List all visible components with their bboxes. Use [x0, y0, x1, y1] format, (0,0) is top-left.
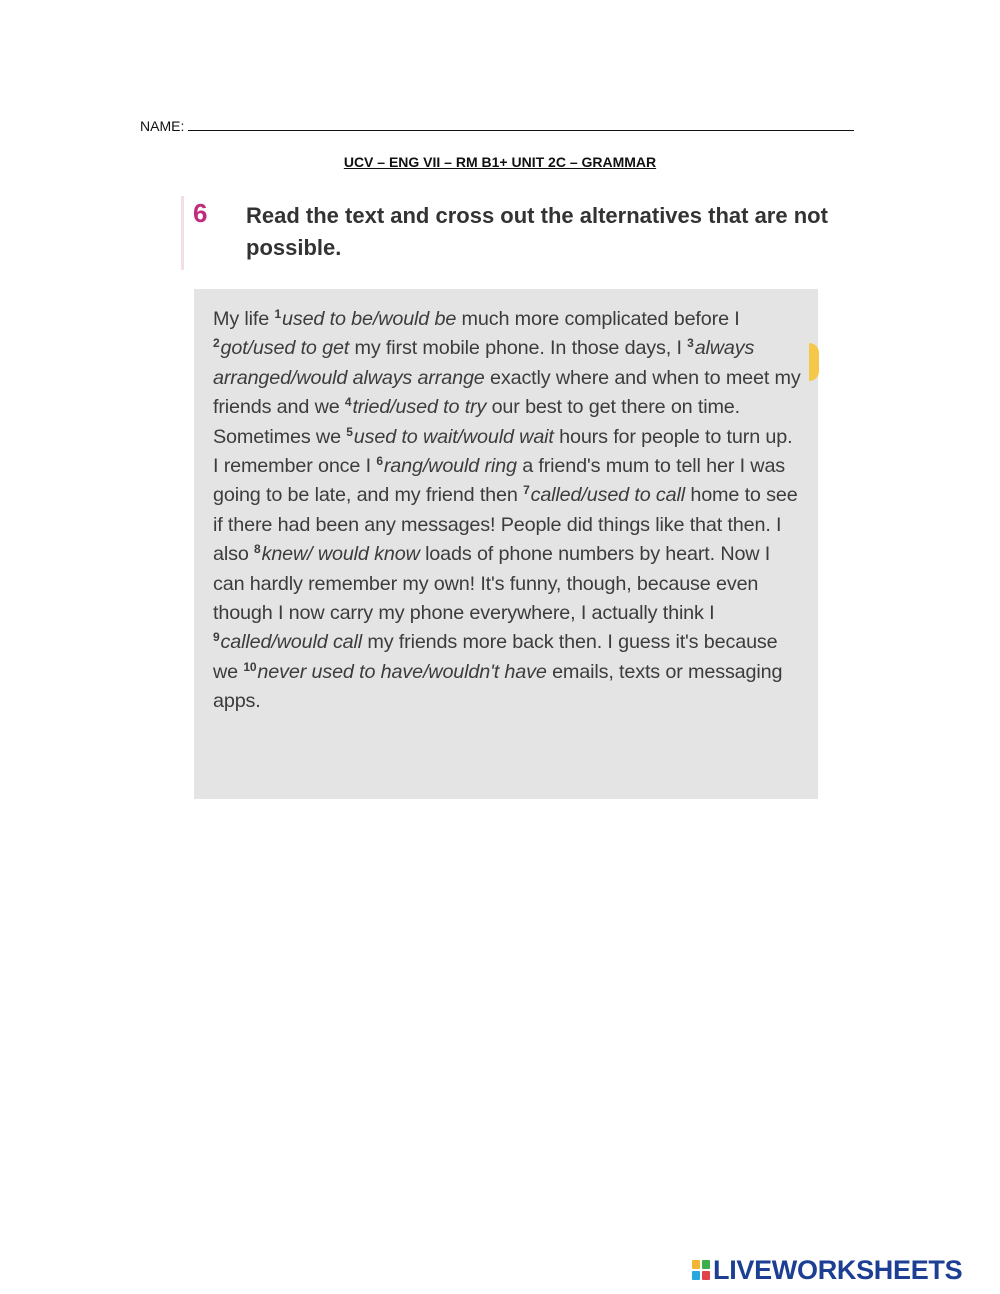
- name-underline: [188, 118, 854, 131]
- text-segment: my friends more back then. I guess it's because we: [213, 631, 778, 683]
- text-segment: emails, texts or messaging apps.: [213, 660, 783, 713]
- gap-number: 9: [213, 630, 220, 645]
- paragraph: [213, 305, 802, 423]
- alternatives-option: used to be/would be: [281, 308, 457, 330]
- text-segment: our best to get there on time.: [486, 396, 740, 419]
- gap-number: 7: [523, 483, 530, 498]
- alternatives-option: called/used to call: [530, 484, 685, 507]
- name-label: NAME:: [140, 118, 185, 134]
- text-segment: much more complicated before I: [456, 308, 740, 330]
- alternatives-option: knew/ would know: [261, 543, 420, 566]
- text-segment: my first mobile phone. In those days, I: [349, 337, 688, 360]
- text-segment: a friend's mum to tell her I was going to be late, and my friend then: [213, 455, 786, 507]
- exercise-strip: [181, 196, 184, 270]
- gap-number: 3: [687, 336, 694, 351]
- text-segment: My life: [213, 308, 275, 330]
- gap-number: 10: [243, 659, 257, 674]
- alternatives-option: always arranged/would always arrange: [213, 337, 755, 389]
- text-segment: loads of phone numbers by heart. Now I can hardly remember my own! It's funny, though, because even though I now carry my phone everywhere, I actually think I: [213, 543, 771, 625]
- text-segment: home to see if there had been any messages! People did things like that then. I also: [213, 484, 798, 566]
- gap-number: 1: [274, 307, 281, 321]
- reading-text-box: [194, 289, 818, 799]
- alternatives-option: tried/used to try: [352, 396, 487, 419]
- alternatives-option: rang/would ring: [383, 455, 517, 478]
- gap-number: 4: [344, 395, 352, 410]
- page-tab-marker: [809, 343, 819, 381]
- alternatives-option: got/used to get: [220, 337, 350, 360]
- liveworksheets-grid-icon: [692, 1260, 710, 1280]
- name-field: [140, 118, 854, 134]
- gap-number: 6: [376, 454, 383, 469]
- gap-number: 5: [346, 424, 353, 439]
- brand-name: LIVEWORKSHEETS: [713, 1254, 963, 1285]
- alternatives-option: used to wait/would wait: [353, 425, 554, 448]
- paragraph: [213, 423, 802, 717]
- alternatives-option: called/would call: [220, 631, 363, 654]
- text-segment: Sometimes we: [213, 425, 347, 448]
- text-segment: exactly where and when to meet my friends and we: [213, 366, 801, 419]
- exercise-instruction: Read the text and cross out the alternatives that are not possible.: [246, 203, 828, 260]
- document-title: UCV – ENG VII – RM B1+ UNIT 2C – GRAMMAR: [343, 154, 657, 170]
- footer-brand: [692, 1255, 962, 1285]
- alternatives-option: never used to have/wouldn't have: [257, 660, 547, 683]
- gap-number: 2: [213, 336, 220, 351]
- gap-number: 8: [254, 542, 261, 557]
- exercise-number: 6: [193, 198, 208, 228]
- text-segment: hours for people to turn up. I remember once I: [213, 425, 793, 478]
